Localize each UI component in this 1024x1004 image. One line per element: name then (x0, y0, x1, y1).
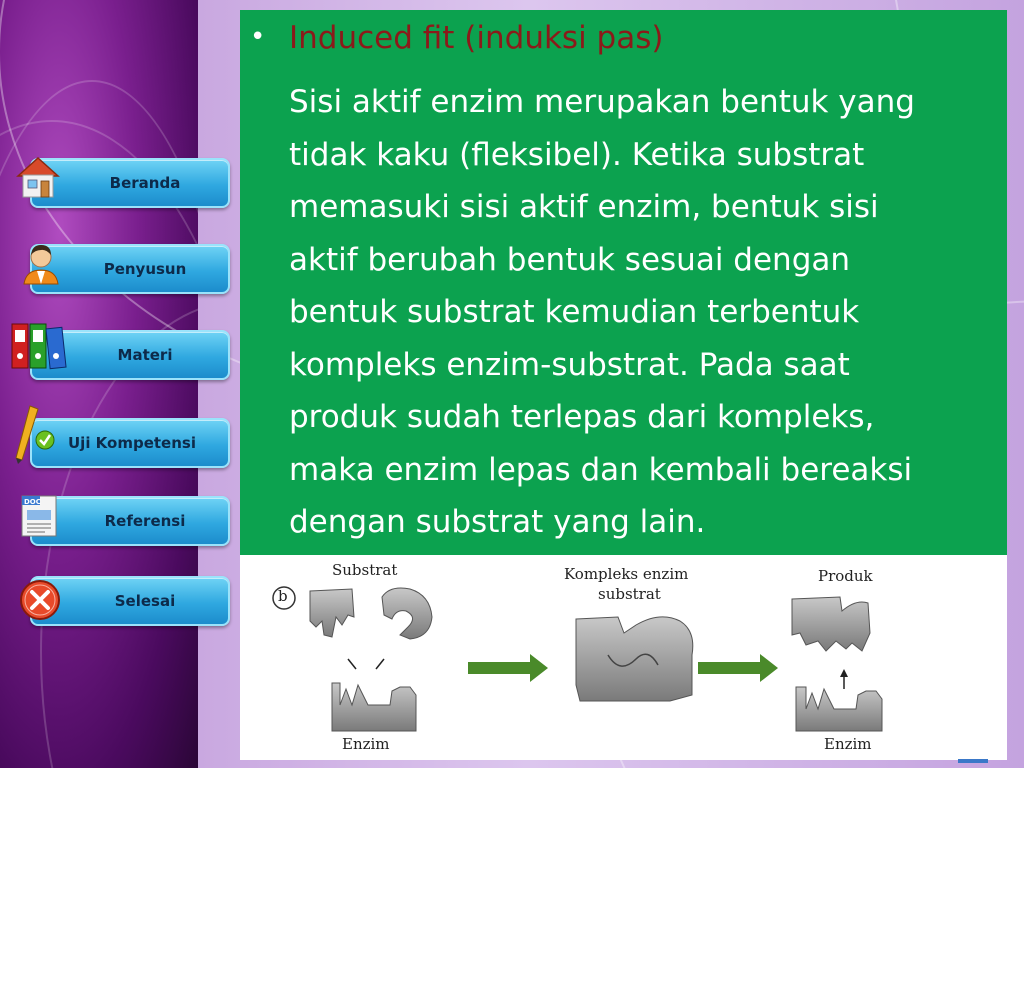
beranda-label: Beranda (109, 174, 181, 192)
penyusun-label: Penyusun (103, 260, 187, 278)
reaction-arrow-2 (698, 654, 778, 682)
content-body (289, 76, 1004, 549)
produk-label: Produk (818, 567, 873, 585)
house-icon (14, 154, 62, 204)
product-shape (792, 597, 870, 651)
body-line: kompleks enzim-substrat. Pada saat (289, 346, 850, 383)
document-icon (18, 492, 62, 544)
body-line: dengan substrat yang lain. (289, 504, 706, 540)
enzim-right-label: Enzim (824, 735, 872, 753)
reaction-arrow-1 (468, 654, 548, 682)
svg-text:DOC: DOC (24, 498, 41, 506)
panel-label: b (278, 587, 288, 605)
body-line: aktif berubah bentuk sesuai dengan (289, 241, 851, 278)
enzyme-right (796, 687, 882, 731)
body-line: tidak kaku (fleksibel). Ketika substrat (289, 136, 865, 173)
body-line: produk sudah terlepas dari kompleks, (289, 399, 875, 435)
referensi-label: Referensi (104, 512, 186, 530)
kompleks-label-line2: substrat (598, 585, 661, 603)
body-line: memasuki sisi aktif enzim, bentuk sisi (289, 189, 879, 225)
person-icon (20, 240, 62, 290)
substrat-label: Substrat (332, 561, 398, 579)
enzyme-substrate-complex (576, 617, 693, 701)
uji-kompetensi-label: Uji Kompetensi (68, 434, 196, 452)
substrate-piece-left (310, 589, 354, 637)
materi-label: Materi (117, 346, 173, 364)
enzyme-left (332, 683, 416, 731)
pencil-check-icon (12, 404, 62, 468)
enzim-left-label: Enzim (342, 735, 390, 753)
corner-accent (958, 759, 988, 763)
content-heading: Induced fit (induksi pas) (289, 20, 664, 56)
binders-icon (10, 320, 70, 376)
converge-arrow-left (348, 659, 356, 669)
body-line: bentuk substrat kemudian terbentuk (289, 294, 860, 330)
body-line: Sisi aktif enzim merupakan bentuk yang (289, 84, 915, 120)
induced-fit-diagram (240, 555, 1007, 760)
close-icon (18, 578, 62, 626)
selesai-label: Selesai (114, 592, 176, 610)
bullet: • (250, 22, 266, 52)
kompleks-label-line1: Kompleks enzim (564, 565, 689, 583)
body-line: maka enzim lepas dan kembali bereaksi (289, 451, 913, 488)
substrate-piece-right (382, 588, 432, 639)
converge-arrow-right (376, 659, 384, 669)
